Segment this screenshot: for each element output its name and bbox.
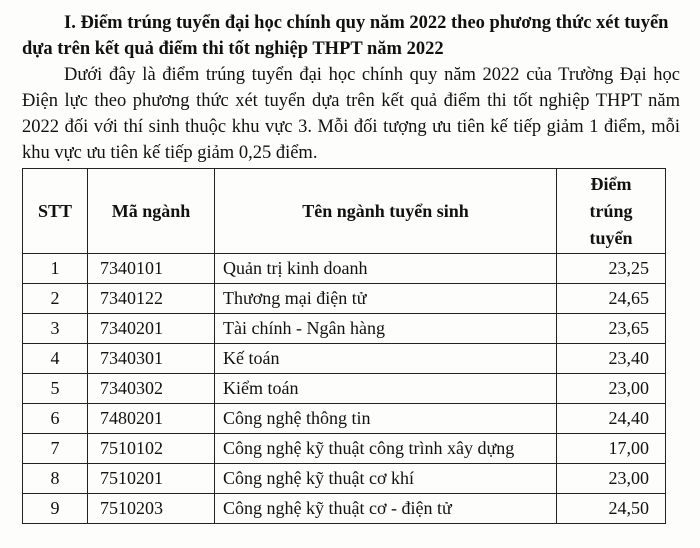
- intro-paragraph: Dưới đây là điểm trúng tuyển đại học chính quy năm 2022 của Trường Đại học Điện lực theo phương thức xét tuyển dựa trên kết quả điểm thi tốt nghiệp THPT năm 2022 đối với thí sinh thuộc khu vực 3. Mỗi đối tượng ưu tiên kế tiếp giảm 1 điểm, mỗi khu vực ưu tiên kế tiếp giảm 0,25 điểm.: [22, 65, 680, 163]
- cell-score: 23,65: [557, 314, 666, 344]
- cell-name: Quản trị kinh doanh: [215, 254, 557, 284]
- cell-score: 24,50: [557, 494, 666, 524]
- cell-code: 7340201: [88, 314, 215, 344]
- cell-stt: 1: [23, 254, 88, 284]
- cell-name: Công nghệ kỹ thuật công trình xây dựng: [215, 434, 557, 464]
- header-score-line1: Điểm: [590, 173, 632, 194]
- table-header-row: [23, 169, 666, 254]
- table-row: [23, 314, 666, 344]
- cell-stt: 9: [23, 494, 88, 524]
- cell-stt: 8: [23, 464, 88, 494]
- cell-name: Kiểm toán: [215, 374, 557, 404]
- cell-code: 7340301: [88, 344, 215, 374]
- table-row: [23, 374, 666, 404]
- cell-stt: 7: [23, 434, 88, 464]
- cell-stt: 6: [23, 404, 88, 434]
- cell-name: Kế toán: [215, 344, 557, 374]
- cell-score: 24,40: [557, 404, 666, 434]
- cell-name: Công nghệ kỹ thuật cơ khí: [215, 464, 557, 494]
- header-stt: STT: [23, 169, 88, 254]
- header-score-line2: trúng: [589, 200, 633, 221]
- cell-name: Công nghệ kỹ thuật cơ - điện tử: [215, 494, 557, 524]
- cell-score: 17,00: [557, 434, 666, 464]
- cell-code: 7510102: [88, 434, 215, 464]
- header-score: [557, 169, 666, 254]
- table-row: [23, 284, 666, 314]
- table-row: [23, 344, 666, 374]
- section-heading: I. Điểm trúng tuyển đại học chính quy năm 2022 theo phương thức xét tuyển dựa trên kết quả điểm thi tốt nghiệp THPT năm 2022: [22, 13, 669, 59]
- cell-score: 24,65: [557, 284, 666, 314]
- table-row: [23, 434, 666, 464]
- admission-score-table: [22, 168, 666, 524]
- header-name: Tên ngành tuyển sinh: [215, 169, 557, 254]
- cell-score: 23,40: [557, 344, 666, 374]
- cell-stt: 3: [23, 314, 88, 344]
- table-row: [23, 404, 666, 434]
- table-row: [23, 254, 666, 284]
- cell-code: 7480201: [88, 404, 215, 434]
- cell-score: 23,00: [557, 374, 666, 404]
- cell-stt: 2: [23, 284, 88, 314]
- cell-code: 7340122: [88, 284, 215, 314]
- cell-stt: 4: [23, 344, 88, 374]
- cell-code: 7510201: [88, 464, 215, 494]
- cell-name: Tài chính - Ngân hàng: [215, 314, 557, 344]
- cell-score: 23,25: [557, 254, 666, 284]
- cell-score: 23,00: [557, 464, 666, 494]
- cell-name: Công nghệ thông tin: [215, 404, 557, 434]
- table-row: [23, 494, 666, 524]
- header-score-line3: tuyển: [589, 227, 633, 248]
- table-row: [23, 464, 666, 494]
- header-code: Mã ngành: [88, 169, 215, 254]
- cell-code: 7340302: [88, 374, 215, 404]
- cell-name: Thương mại điện tử: [215, 284, 557, 314]
- cell-code: 7340101: [88, 254, 215, 284]
- cell-stt: 5: [23, 374, 88, 404]
- cell-code: 7510203: [88, 494, 215, 524]
